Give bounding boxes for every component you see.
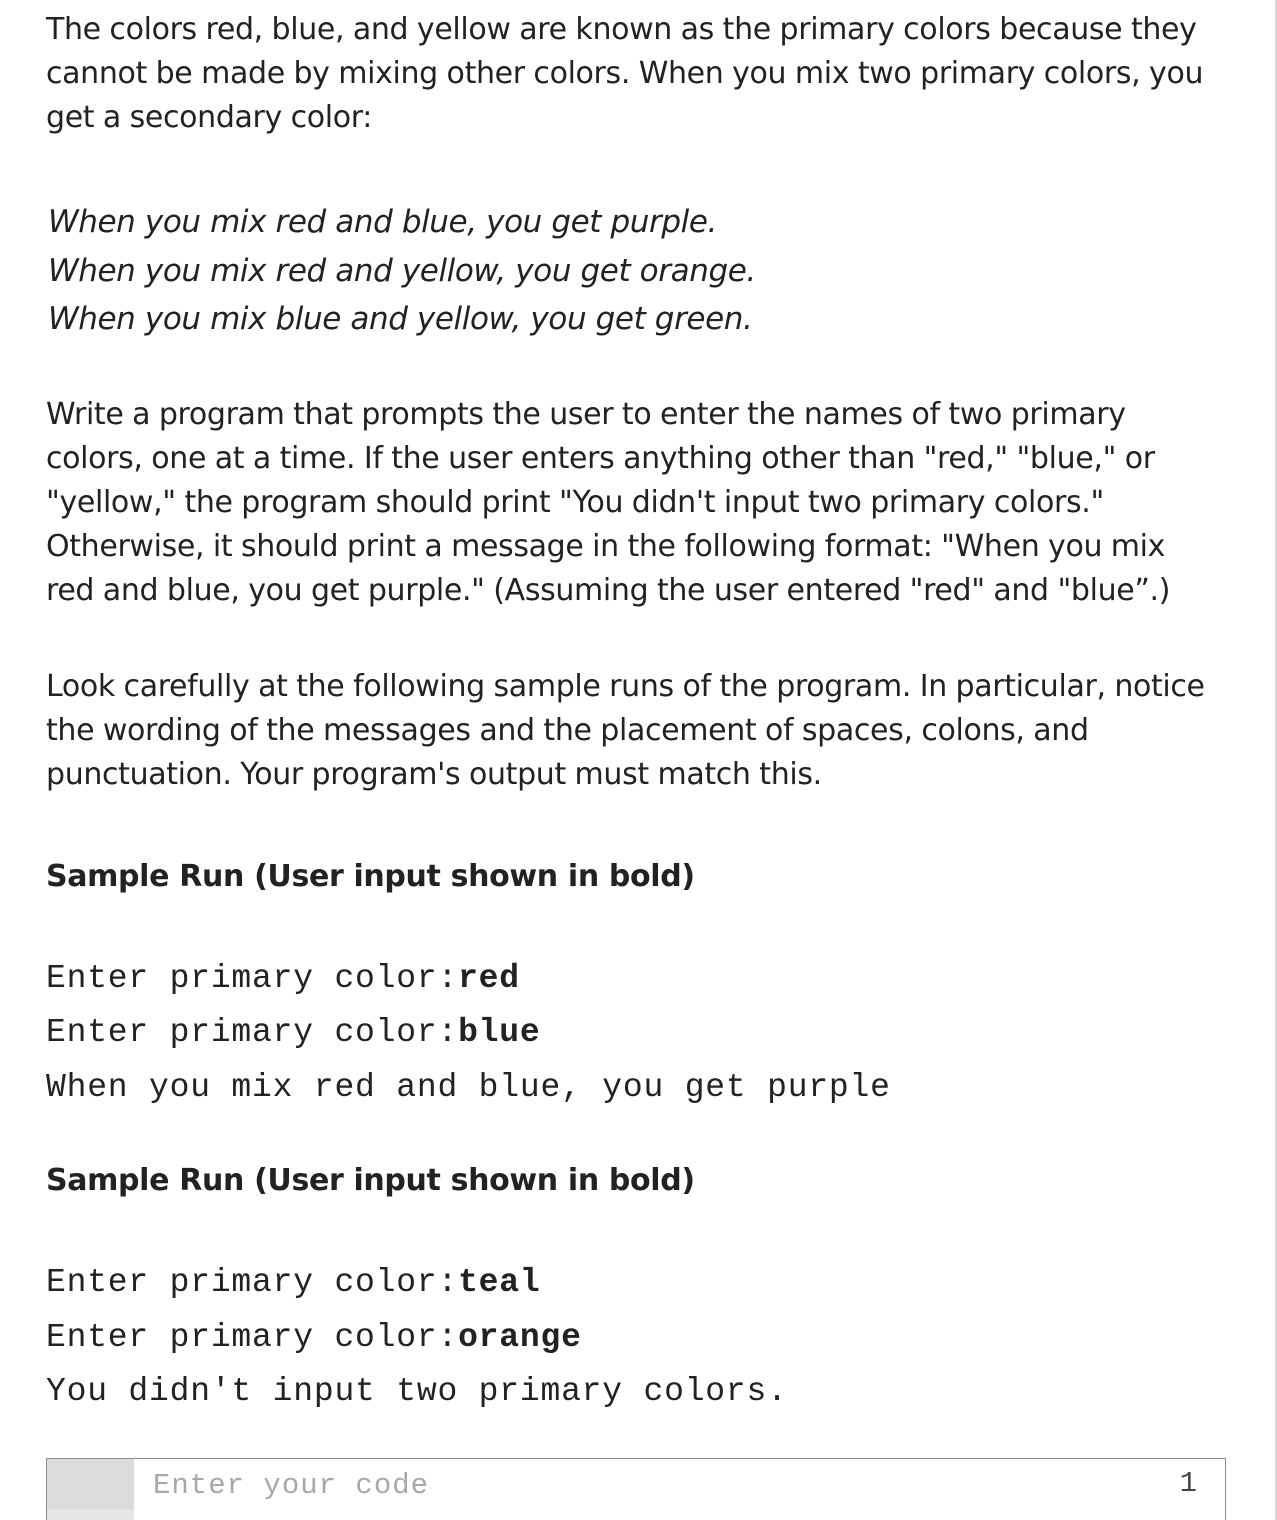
active-line-gutter xyxy=(47,1459,134,1509)
mix-example: When you mix blue and yellow, you get green. xyxy=(48,301,753,337)
prompt-text: Enter primary color: xyxy=(46,959,459,997)
sample-run-line xyxy=(46,1006,1246,1061)
user-input-text: red xyxy=(458,959,520,997)
intro-paragraph: The colors red, blue, and yellow are known as the primary colors because they cannot be made by mixing other colors. When you mix two primary colors, you get a secondary color: xyxy=(46,12,1204,135)
sample-run-line xyxy=(46,1311,1246,1366)
sample-run-result: When you mix red and blue, you get purple xyxy=(46,1068,891,1106)
sample-run-line xyxy=(46,952,1246,1007)
code-editor[interactable] xyxy=(46,1458,1226,1520)
user-input-text: blue xyxy=(458,1014,541,1051)
sample-run-result: You didn't input two primary colors. xyxy=(46,1373,788,1410)
prompt-text: Enter primary color: xyxy=(46,1264,459,1301)
user-input-text: orange xyxy=(458,1318,582,1356)
sample-run-line xyxy=(46,1256,1246,1311)
sample-run-output xyxy=(46,952,1246,1116)
prompt-text: Enter primary color: xyxy=(46,1318,459,1356)
user-input-text: teal xyxy=(458,1264,541,1301)
sample-run-output xyxy=(46,1256,1246,1420)
note-paragraph: Look carefully at the following sample runs of the program. In particular, notice the wording of the messages and the placement of spaces, colons, and punctuation. Your program's output must match this. xyxy=(46,668,1205,792)
sample-run-heading: Sample Run (User input shown in bold) xyxy=(46,1163,695,1198)
mix-example: When you mix red and yellow, you get orange. xyxy=(48,252,756,289)
mix-example: When you mix red and blue, you get purple. xyxy=(48,204,717,240)
line-number: 1 xyxy=(1179,1467,1197,1500)
prompt-text: Enter primary color: xyxy=(46,1014,459,1051)
sample-run-heading: Sample Run (User input shown in bold) xyxy=(46,858,695,894)
mix-examples xyxy=(46,198,1246,344)
code-input[interactable] xyxy=(153,1465,1213,1505)
problem-description xyxy=(46,8,1246,1420)
instructions-paragraph: Write a program that prompts the user to enter the names of two primary colors, one at a time. If the user enters anything other than "red," "blue," or "yellow," the program should print "You didn't input two primary colors." Otherwise, it should print a message in the following format: "When you mix red and blue, you get purple." (Assuming the user entered "red" and "blue”.) xyxy=(46,396,1171,608)
